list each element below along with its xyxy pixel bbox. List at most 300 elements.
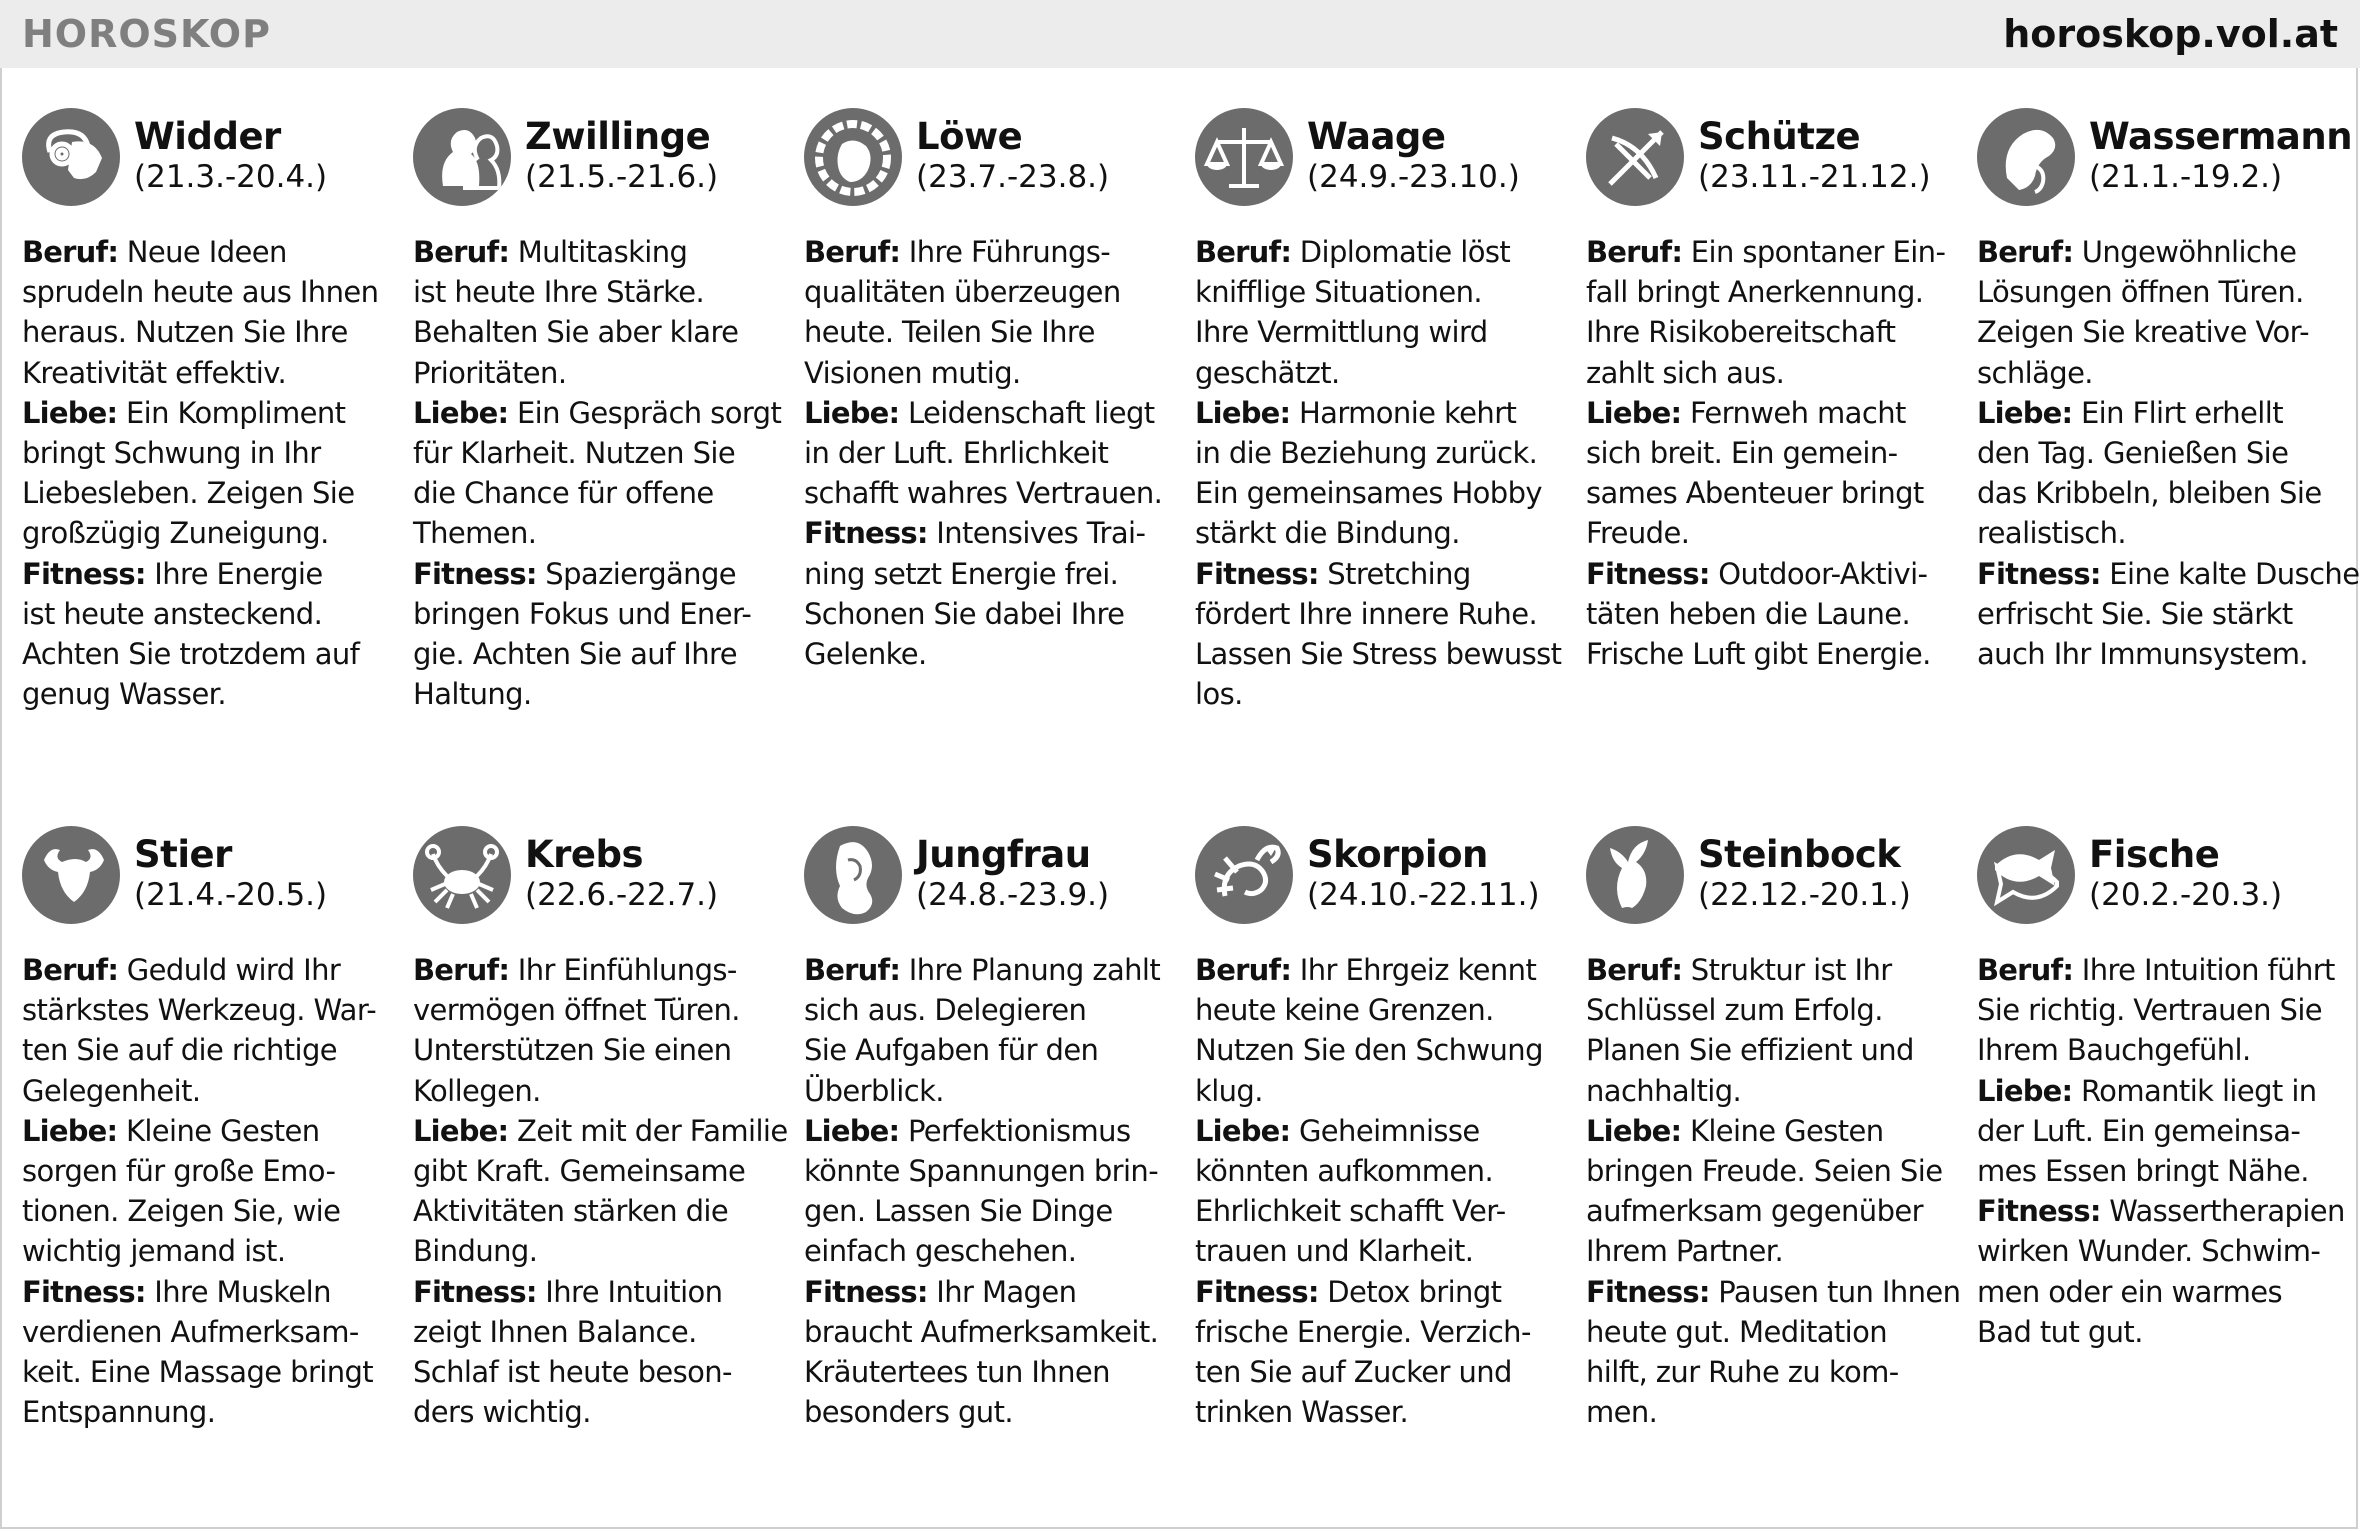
section-title: HOROSKOP xyxy=(22,12,271,56)
line-text: Diplomatie löst xyxy=(1299,235,1511,269)
text-line xyxy=(1977,990,2360,1030)
category-label: Fitness: xyxy=(1586,1274,1710,1309)
line-text: fall bringt Anerkennung. xyxy=(1586,275,1924,310)
text-line xyxy=(22,473,413,513)
text-line xyxy=(413,1151,804,1191)
line-text: Nutzen Sie den Schwung xyxy=(1195,1033,1543,1068)
line-text: Kleine Gesten xyxy=(1689,1113,1884,1148)
sign-text xyxy=(1586,950,1977,1432)
category-label: Liebe: xyxy=(804,395,900,430)
line-text: vermögen öffnet Türen. xyxy=(413,993,740,1028)
line-text: ning setzt Energie frei. xyxy=(804,556,1119,591)
text-line xyxy=(1977,232,2360,272)
text-line xyxy=(1195,1352,1586,1392)
sign-titles xyxy=(1698,826,1911,914)
line-text: schläge. xyxy=(1977,355,2093,390)
text-line xyxy=(1586,1191,1977,1231)
line-text: großzügig Zuneigung. xyxy=(22,516,329,551)
line-text: Behalten Sie aber klare xyxy=(413,315,739,350)
text-line xyxy=(413,990,804,1030)
text-line xyxy=(413,1392,804,1432)
line-text: ist heute ansteckend. xyxy=(22,596,323,631)
category-label: Liebe: xyxy=(1977,1073,2073,1108)
sign-header xyxy=(1977,826,2360,930)
text-line xyxy=(413,1071,804,1111)
line-text: Schonen Sie dabei Ihre xyxy=(804,596,1125,631)
category-label: Liebe: xyxy=(1195,395,1291,430)
sign-name: Zwillinge xyxy=(525,115,711,158)
category-label: Liebe: xyxy=(22,395,118,430)
line-text: genug Wasser. xyxy=(22,677,226,712)
line-text: Ihre Energie xyxy=(154,556,323,591)
text-line xyxy=(22,353,413,393)
line-text: Outdoor-Aktivi- xyxy=(1718,556,1928,591)
sign-dates: (21.4.-20.5.) xyxy=(134,877,328,913)
text-line xyxy=(1977,1272,2360,1312)
line-text: in die Beziehung zurück. xyxy=(1195,436,1538,471)
text-line xyxy=(1195,554,1586,594)
text-line xyxy=(413,594,804,634)
text-line xyxy=(804,232,1195,272)
text-line xyxy=(1977,513,2360,553)
text-line xyxy=(1586,1312,1977,1352)
line-text: Freude. xyxy=(1586,516,1690,551)
sign-schütze xyxy=(1586,108,1977,826)
line-text: Ihre Führungs- xyxy=(908,235,1111,269)
lion-icon xyxy=(804,108,902,206)
text-line xyxy=(1977,1231,2360,1271)
text-line xyxy=(1586,1030,1977,1070)
line-text: Planen Sie effizient und xyxy=(1586,1033,1914,1068)
line-text: Aktivitäten stärken die xyxy=(413,1194,729,1229)
text-line xyxy=(22,990,413,1030)
category-label: Liebe: xyxy=(1195,1113,1291,1148)
text-line xyxy=(1195,232,1586,272)
line-text: geschätzt. xyxy=(1195,355,1340,390)
line-text: Ihre Intuition führt xyxy=(2081,953,2335,987)
line-text: Sie richtig. Vertrauen Sie xyxy=(1977,993,2323,1028)
text-line xyxy=(1977,1030,2360,1070)
line-text: bringt Schwung in Ihr xyxy=(22,436,321,471)
sign-titles xyxy=(2089,108,2352,196)
bull-icon xyxy=(22,826,120,924)
category-label: Beruf: xyxy=(22,953,119,987)
line-text: sprudeln heute aus Ihnen xyxy=(22,275,379,310)
line-text: Frische Luft gibt Energie. xyxy=(1586,637,1931,672)
line-text: erfrischt Sie. Sie stärkt xyxy=(1977,596,2293,631)
line-text: heute gut. Meditation xyxy=(1586,1314,1888,1349)
text-line xyxy=(22,1352,413,1392)
text-line xyxy=(1586,433,1977,473)
line-text: sames Abenteuer bringt xyxy=(1586,476,1924,511)
text-line xyxy=(22,513,413,553)
line-text: verdienen Aufmerksam- xyxy=(22,1314,359,1349)
line-text: braucht Aufmerksamkeit. xyxy=(804,1314,1159,1349)
line-text: wichtig jemand ist. xyxy=(22,1234,286,1269)
text-line xyxy=(804,1272,1195,1312)
line-text: gen. Lassen Sie Dinge xyxy=(804,1194,1113,1229)
sign-stier xyxy=(22,826,413,1526)
line-text: Zeit mit der Familie xyxy=(516,1113,788,1148)
text-line xyxy=(413,674,804,714)
line-text: trinken Wasser. xyxy=(1195,1395,1409,1430)
text-line xyxy=(1977,393,2360,433)
line-text: zahlt sich aus. xyxy=(1586,355,1785,390)
text-line xyxy=(22,674,413,714)
line-text: besonders gut. xyxy=(804,1395,1013,1430)
sign-name: Widder xyxy=(134,115,281,158)
line-text: Pausen tun Ihnen xyxy=(1718,1274,1961,1309)
text-line xyxy=(1977,950,2360,990)
line-text: Ein gemeinsames Hobby xyxy=(1195,476,1542,511)
text-line xyxy=(1586,554,1977,594)
text-line xyxy=(1977,594,2360,634)
text-line xyxy=(1586,473,1977,513)
text-line xyxy=(1195,473,1586,513)
text-line xyxy=(22,1231,413,1271)
text-line xyxy=(22,594,413,634)
text-line xyxy=(1977,1151,2360,1191)
line-text: gie. Achten Sie auf Ihre xyxy=(413,637,737,672)
line-text: sich aus. Delegieren xyxy=(804,993,1087,1028)
text-line xyxy=(413,950,804,990)
sign-name: Wassermann xyxy=(2089,115,2353,158)
text-line xyxy=(1977,1111,2360,1151)
text-line xyxy=(1195,1151,1586,1191)
line-text: keit. Eine Massage bringt xyxy=(22,1355,374,1390)
text-line xyxy=(804,1191,1195,1231)
category-label: Liebe: xyxy=(804,1113,900,1148)
category-label: Fitness: xyxy=(413,1274,537,1309)
category-label: Liebe: xyxy=(1586,395,1682,430)
text-line xyxy=(1195,393,1586,433)
water-bearer-icon xyxy=(1977,108,2075,206)
line-text: könnten aufkommen. xyxy=(1195,1154,1494,1189)
text-line xyxy=(1586,950,1977,990)
text-line xyxy=(804,1392,1195,1432)
category-label: Fitness: xyxy=(804,1274,928,1309)
text-line xyxy=(1977,433,2360,473)
text-line xyxy=(804,1111,1195,1151)
text-line xyxy=(22,634,413,674)
text-line xyxy=(22,232,413,272)
sign-text xyxy=(22,232,413,714)
line-text: Liebesleben. Zeigen Sie xyxy=(22,476,355,511)
text-line xyxy=(22,433,413,473)
sign-titles xyxy=(916,108,1109,196)
sign-text xyxy=(413,232,804,714)
category-label: Liebe: xyxy=(1977,395,2073,430)
text-line xyxy=(413,473,804,513)
line-text: auch Ihr Immunsystem. xyxy=(1977,637,2309,672)
line-text: Ehrlichkeit schafft Ver- xyxy=(1195,1194,1506,1229)
sign-dates: (21.5.-21.6.) xyxy=(525,159,719,195)
text-line xyxy=(1195,950,1586,990)
line-text: Unterstützen Sie einen xyxy=(413,1033,732,1068)
sign-text xyxy=(1977,950,2360,1352)
line-text: Schlüssel zum Erfolg. xyxy=(1586,993,1883,1028)
sign-dates: (21.1.-19.2.) xyxy=(2089,159,2283,195)
line-text: heute. Teilen Sie Ihre xyxy=(804,315,1095,350)
category-label: Liebe: xyxy=(413,395,509,430)
line-text: stärkstes Werkzeug. War- xyxy=(22,993,377,1028)
sign-header xyxy=(413,108,804,212)
text-line xyxy=(1195,1111,1586,1151)
scales-icon xyxy=(1195,108,1293,206)
sign-text xyxy=(413,950,804,1432)
text-line xyxy=(804,1312,1195,1352)
text-line xyxy=(1977,473,2360,513)
text-line xyxy=(413,232,804,272)
text-line xyxy=(1195,990,1586,1030)
line-text: men oder ein warmes xyxy=(1977,1274,2283,1309)
category-label: Fitness: xyxy=(1977,1194,2101,1229)
line-text: los. xyxy=(1195,677,1243,712)
text-line xyxy=(1586,232,1977,272)
line-text: hilft, zur Ruhe zu kom- xyxy=(1586,1355,1899,1390)
line-text: der Luft. Ein gemeinsa- xyxy=(1977,1113,2301,1148)
line-text: Perfektionismus xyxy=(907,1113,1131,1148)
line-text: knifflige Situationen. xyxy=(1195,275,1483,310)
category-label: Beruf: xyxy=(1977,953,2074,987)
text-line xyxy=(413,272,804,312)
line-text: schafft wahres Vertrauen. xyxy=(804,476,1163,511)
sign-dates: (21.3.-20.4.) xyxy=(134,159,328,195)
text-line xyxy=(413,1191,804,1231)
text-line xyxy=(1195,1030,1586,1070)
category-label: Beruf: xyxy=(1586,953,1683,987)
line-text: Prioritäten. xyxy=(413,355,567,390)
line-text: Neue Ideen xyxy=(126,235,287,269)
sign-header xyxy=(22,826,413,930)
line-text: Kräutertees tun Ihnen xyxy=(804,1355,1110,1390)
text-line xyxy=(22,1191,413,1231)
text-line xyxy=(1195,1272,1586,1312)
text-line xyxy=(1586,312,1977,352)
text-line xyxy=(1586,990,1977,1030)
sign-header xyxy=(804,108,1195,212)
text-line xyxy=(804,1352,1195,1392)
sign-text xyxy=(1195,950,1586,1432)
category-label: Fitness: xyxy=(1195,1274,1319,1309)
line-text: könnte Spannungen brin- xyxy=(804,1154,1159,1189)
line-text: Eine kalte Dusche xyxy=(2109,556,2360,591)
text-line xyxy=(1586,513,1977,553)
line-text: Ihre Intuition xyxy=(545,1274,723,1309)
text-line xyxy=(22,1392,413,1432)
sign-löwe xyxy=(804,108,1195,826)
text-line xyxy=(22,1272,413,1312)
text-line xyxy=(1195,674,1586,714)
sign-dates: (24.9.-23.10.) xyxy=(1307,159,1520,195)
text-line xyxy=(22,554,413,594)
ram-icon xyxy=(22,108,120,206)
category-label: Beruf: xyxy=(22,235,119,269)
text-line xyxy=(1195,1231,1586,1271)
sign-header xyxy=(1195,826,1586,930)
sign-dates: (22.6.-22.7.) xyxy=(525,877,719,913)
line-text: stärkt die Bindung. xyxy=(1195,516,1460,551)
text-line xyxy=(22,272,413,312)
sign-titles xyxy=(916,826,1109,914)
line-text: sich breit. Ein gemein- xyxy=(1586,436,1898,471)
text-line xyxy=(1977,272,2360,312)
line-text: Ihre Vermittlung wird xyxy=(1195,315,1488,350)
sign-dates: (20.2.-20.3.) xyxy=(2089,877,2283,913)
text-line xyxy=(22,1111,413,1151)
sign-header xyxy=(1586,826,1977,930)
text-line xyxy=(413,353,804,393)
line-text: Fernweh macht xyxy=(1689,395,1906,430)
text-line xyxy=(804,990,1195,1030)
text-line xyxy=(1586,594,1977,634)
text-line xyxy=(413,312,804,352)
line-text: Lassen Sie Stress bewusst xyxy=(1195,637,1562,672)
sign-titles xyxy=(525,826,718,914)
sign-dates: (23.7.-23.8.) xyxy=(916,159,1110,195)
sign-name: Löwe xyxy=(916,115,1023,158)
text-line xyxy=(1195,312,1586,352)
text-line xyxy=(1586,1071,1977,1111)
sign-header xyxy=(22,108,413,212)
text-line xyxy=(804,353,1195,393)
text-line xyxy=(804,1071,1195,1111)
sign-titles xyxy=(1698,108,1931,196)
line-text: täten heben die Laune. xyxy=(1586,596,1911,631)
category-label: Beruf: xyxy=(1977,235,2074,269)
line-text: Stretching xyxy=(1327,556,1471,591)
line-text: Visionen mutig. xyxy=(804,355,1021,390)
sign-dates: (23.11.-21.12.) xyxy=(1698,159,1931,195)
line-text: fördert Ihre innere Ruhe. xyxy=(1195,596,1538,631)
category-label: Fitness: xyxy=(413,556,537,591)
category-label: Fitness: xyxy=(22,556,146,591)
line-text: Lösungen öffnen Türen. xyxy=(1977,275,2304,310)
fish-icon xyxy=(1977,826,2075,924)
sign-header xyxy=(1977,108,2360,212)
sign-titles xyxy=(1307,108,1520,196)
sign-skorpion xyxy=(1195,826,1586,1526)
text-line xyxy=(413,554,804,594)
text-line xyxy=(1586,353,1977,393)
sign-text xyxy=(1586,232,1977,674)
line-text: Bindung. xyxy=(413,1234,538,1269)
line-text: wirken Wunder. Schwim- xyxy=(1977,1234,2321,1269)
sign-name: Fische xyxy=(2089,833,2220,876)
sign-name: Stier xyxy=(134,833,232,876)
line-text: Sie Aufgaben für den xyxy=(804,1033,1099,1068)
line-text: Haltung. xyxy=(413,677,532,712)
goat-icon xyxy=(1586,826,1684,924)
category-label: Beruf: xyxy=(804,953,901,987)
text-line xyxy=(22,312,413,352)
line-text: mes Essen bringt Nähe. xyxy=(1977,1154,2309,1189)
text-line xyxy=(1977,353,2360,393)
line-text: Bad tut gut. xyxy=(1977,1314,2143,1349)
sign-text xyxy=(22,950,413,1432)
line-text: Entspannung. xyxy=(22,1395,216,1430)
line-text: Ihrem Partner. xyxy=(1586,1234,1784,1269)
line-text: für Klarheit. Nutzen Sie xyxy=(413,436,736,471)
text-line xyxy=(1195,634,1586,674)
line-text: Ein Flirt erhellt xyxy=(2080,395,2283,430)
line-text: qualitäten überzeugen xyxy=(804,275,1121,310)
sign-text xyxy=(1195,232,1586,714)
archer-icon xyxy=(1586,108,1684,206)
sign-dates: (24.8.-23.9.) xyxy=(916,877,1110,913)
text-line xyxy=(804,312,1195,352)
line-text: das Kribbeln, bleiben Sie xyxy=(1977,476,2322,511)
text-line xyxy=(804,272,1195,312)
line-text: Kreativität effektiv. xyxy=(22,355,287,390)
line-text: men. xyxy=(1586,1395,1658,1430)
sign-zwillinge xyxy=(413,108,804,826)
category-label: Beruf: xyxy=(413,953,510,987)
text-line xyxy=(1195,433,1586,473)
text-line xyxy=(413,393,804,433)
sign-titles xyxy=(1307,826,1540,914)
line-text: zeigt Ihnen Balance. xyxy=(413,1314,697,1349)
text-line xyxy=(1195,594,1586,634)
sign-header xyxy=(413,826,804,930)
sign-dates: (22.12.-20.1.) xyxy=(1698,877,1911,913)
line-text: Harmonie kehrt xyxy=(1298,395,1517,430)
line-text: Themen. xyxy=(413,516,537,551)
text-line xyxy=(1195,1071,1586,1111)
line-text: Gelenke. xyxy=(804,637,927,672)
sign-dates: (24.10.-22.11.) xyxy=(1307,877,1540,913)
category-label: Beruf: xyxy=(1586,235,1683,269)
line-text: Ihre Risikobereitschaft xyxy=(1586,315,1896,350)
horoscope-grid xyxy=(22,108,2360,1526)
text-line xyxy=(804,1151,1195,1191)
line-text: Ihre Muskeln xyxy=(154,1274,331,1309)
line-text: Multitasking xyxy=(517,235,688,269)
category-label: Fitness: xyxy=(22,1274,146,1309)
sign-text xyxy=(804,232,1195,674)
text-line xyxy=(804,393,1195,433)
text-line xyxy=(1195,513,1586,553)
line-text: Romantik liegt in xyxy=(2080,1073,2317,1108)
sign-name: Steinbock xyxy=(1698,833,1901,876)
sign-name: Schütze xyxy=(1698,115,1861,158)
line-text: Ungewöhnliche xyxy=(2081,235,2297,269)
text-line xyxy=(413,513,804,553)
line-text: heute keine Grenzen. xyxy=(1195,993,1494,1028)
sign-text xyxy=(1977,232,2360,674)
category-label: Fitness: xyxy=(804,516,928,551)
line-text: sorgen für große Emo- xyxy=(22,1154,336,1189)
line-text: klug. xyxy=(1195,1073,1263,1108)
sign-header xyxy=(1195,108,1586,212)
sign-widder xyxy=(22,108,413,826)
text-line xyxy=(1586,1272,1977,1312)
line-text: Geduld wird Ihr xyxy=(126,953,341,987)
sign-titles xyxy=(525,108,718,196)
line-text: ders wichtig. xyxy=(413,1395,591,1430)
line-text: realistisch. xyxy=(1977,516,2127,551)
text-line xyxy=(22,1030,413,1070)
text-line xyxy=(22,950,413,990)
sign-titles xyxy=(2089,826,2282,914)
sign-name: Krebs xyxy=(525,833,644,876)
text-line xyxy=(22,1151,413,1191)
line-text: aufmerksam gegenüber xyxy=(1586,1194,1923,1229)
text-line xyxy=(413,433,804,473)
sign-text xyxy=(804,950,1195,1432)
text-line xyxy=(1977,1191,2360,1231)
sign-waage xyxy=(1195,108,1586,826)
